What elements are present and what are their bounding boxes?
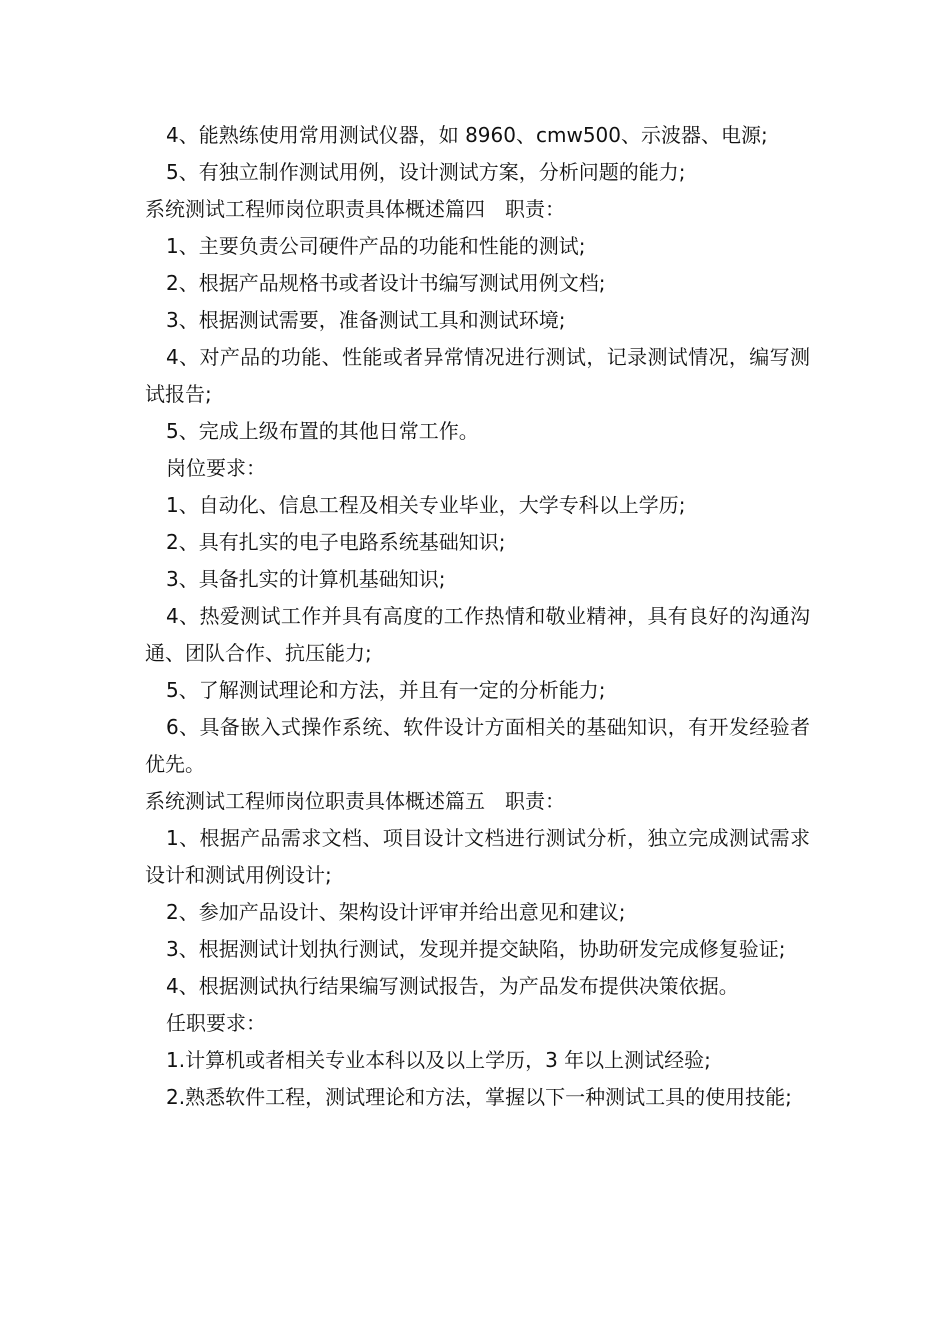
list-item: 1、自动化、信息工程及相关专业毕业，大学专科以上学历; (166, 493, 686, 517)
list-item: 4、能熟练使用常用测试仪器，如 8960、cmw500、示波器、电源; (166, 123, 768, 147)
subsection-heading: 任职要求： (166, 1011, 266, 1035)
list-item: 2、参加产品设计、架构设计评审并给出意见和建议; (166, 900, 626, 924)
list-item: 4、根据测试执行结果编写测试报告，为产品发布提供决策依据。 (166, 974, 739, 998)
list-item: 4、热爱测试工作并具有高度的工作热情和敬业精神，具有良好的沟通沟通、团队合作、抗压能力; (145, 604, 810, 665)
list-item: 5、有独立制作测试用例，设计测试方案，分析问题的能力; (166, 160, 686, 184)
list-item: 2、根据产品规格书或者设计书编写测试用例文档; (166, 271, 606, 295)
list-item: 2、具有扎实的电子电路系统基础知识; (166, 530, 506, 554)
subsection-heading: 岗位要求： (166, 456, 266, 480)
document-body (145, 117, 810, 1116)
list-item: 1、主要负责公司硬件产品的功能和性能的测试; (166, 234, 586, 258)
list-item: 4、对产品的功能、性能或者异常情况进行测试，记录测试情况，编写测试报告; (145, 345, 810, 406)
section-heading: 系统测试工程师岗位职责具体概述篇五 职责： (145, 789, 565, 813)
list-item: 3、根据测试需要，准备测试工具和测试环境; (166, 308, 566, 332)
list-item: 2.熟悉软件工程，测试理论和方法，掌握以下一种测试工具的使用技能; (166, 1085, 792, 1109)
list-item: 3、具备扎实的计算机基础知识; (166, 567, 446, 591)
section-heading: 系统测试工程师岗位职责具体概述篇四 职责： (145, 197, 565, 221)
list-item: 1.计算机或者相关专业本科以及以上学历，3 年以上测试经验; (166, 1048, 711, 1072)
list-item: 1、根据产品需求文档、项目设计文档进行测试分析，独立完成测试需求设计和测试用例设计; (145, 826, 810, 887)
list-item: 5、了解测试理论和方法，并且有一定的分析能力; (166, 678, 606, 702)
list-item: 6、具备嵌入式操作系统、软件设计方面相关的基础知识，有开发经验者优先。 (145, 715, 810, 776)
list-item: 3、根据测试计划执行测试，发现并提交缺陷，协助研发完成修复验证; (166, 937, 786, 961)
list-item: 5、完成上级布置的其他日常工作。 (166, 419, 479, 443)
